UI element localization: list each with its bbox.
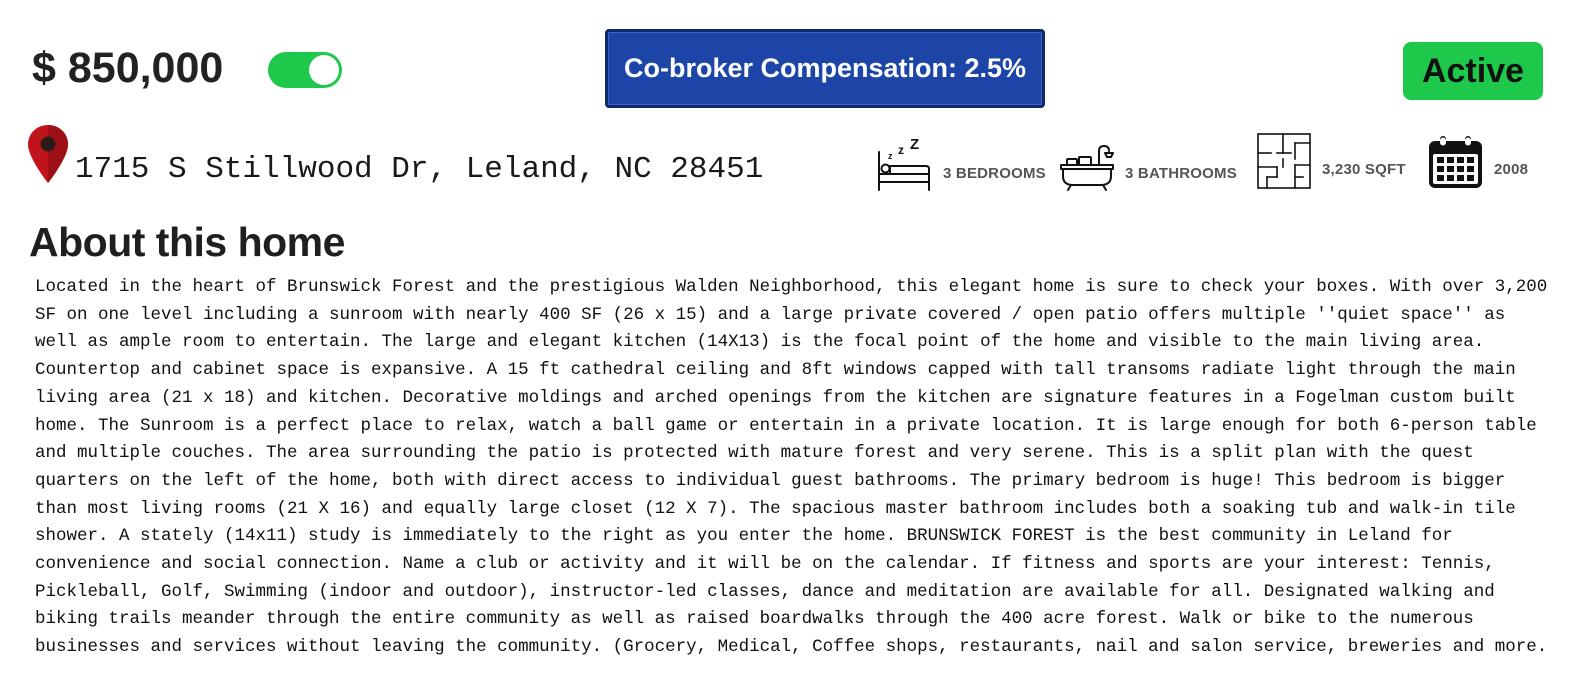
listing-price: $ 850,000 xyxy=(32,44,224,92)
calendar-icon xyxy=(1428,135,1483,190)
sqft-label: 3,230 SQFT xyxy=(1322,161,1406,178)
property-address: 1715 S Stillwood Dr, Leland, NC 28451 xyxy=(75,152,764,187)
bathtub-icon xyxy=(1059,143,1115,191)
toggle-knob xyxy=(309,55,339,85)
svg-text:Z: Z xyxy=(910,138,920,153)
bedrooms-label: 3 BEDROOMS xyxy=(943,165,1046,182)
about-section-title: About this home xyxy=(29,219,345,265)
property-description: Located in the heart of Brunswick Forest and the prestigious Walden Neighborhood, this elegant home is sure to check your boxes. With over 3,200 SF on one level including a sunroom with nearly 400 SF (26 x 15) and a large private covered / open patio offers multiple ''quiet space'' as well as ample room to entertain. The large and elegant kitchen (14X13) is the focal point of the home and visible to the main living area. Countertop and cabinet space is expansive. A 15 ft cathedral ceiling and 8ft windows capped with tall transoms radiate light through the main living area (21 x 18) and kitchen. Decorative moldings and arched openings from the kitchen are signature features in a Fogelman custom built home. The Sunroom is a perfect place to relax, watch a ball game or entertain in a private location. It is large enough for both 6-person table and multiple couches. The area surrounding the patio is protected with mature forest and very serene. This is a split plan with the quest quarters on the left of the home, both with direct access to individual guest bathrooms. The primary bedroom is huge! This bedroom is bigger than most living rooms (21 X 16) and equally large closet (12 X 7). The spacious master bathroom includes both a soaking tub and walk-in tile shower. A stately (14x11) study is immediately to the right as you enter the home. BRUNSWICK FOREST is the best community in Leland for convenience and social connection. Name a club or activity and it will be on the calendar. If fitness and sports are your interest: Tennis, Pickleball, Golf, Swimming (indoor and outdoor), instructor-led classes, dance and meditation are available for all. Designated walking and biking trails meander through the entire community as well as raised boardwalks through the 400 acre forest. Walk or bike to the numerous businesses and services without leaving the community. (Grocery, Medical, Coffee shops, restaurants, nail and salon service, breweries and more. xyxy=(35,277,1548,658)
year-built-label: 2008 xyxy=(1494,161,1529,178)
bathrooms-label: 3 BATHROOMS xyxy=(1125,165,1237,182)
cobroker-compensation-button[interactable]: Co-broker Compensation: 2.5% xyxy=(605,29,1045,108)
floor-plan-icon xyxy=(1257,133,1311,189)
bed-sleeping-icon xyxy=(876,138,932,194)
svg-text:z: z xyxy=(888,151,893,161)
listing-visibility-toggle[interactable] xyxy=(268,52,342,88)
svg-text:z: z xyxy=(898,143,904,157)
map-pin-icon xyxy=(27,124,69,184)
status-badge: Active xyxy=(1403,42,1543,100)
